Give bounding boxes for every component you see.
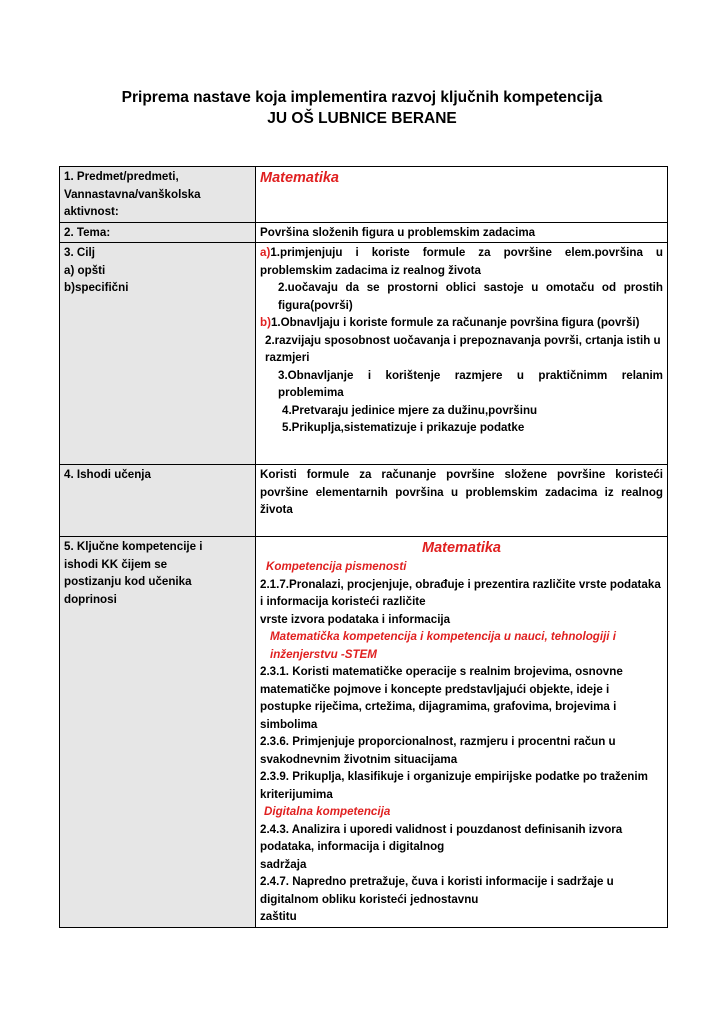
lesson-plan-table — [59, 166, 668, 928]
table-row — [60, 243, 668, 465]
document-title: Priprema nastave koja implementira razvoj ključnih kompetencija — [121, 89, 603, 106]
competences-value: Matematika Kompetencija pismenosti 2.1.7.Pronalazi, procjenjuje, obrađuje i prezentira različite vrste podataka i informacija koristeći različite vrste izvora podataka i informacija Matematička kompetencija i kompetencija u nauci, tehnologiji i inženjerstvu -STEM 2.3.1. Koristi matematičke operacije s realnim brojevima, osnovne matematičke pojmove i koncepte predstavljajući objekte, ideje i postupke riječima, crtežima, dijagramima, grafovima, brojevima i simbolima 2.3.6. Primjenjuje proporcionalnost, razmjeru i procentni račun u svakodnevnim životnim situacijama 2.3.9. Prikuplja, klasifikuje i organizuje empirijske podatke po traženim kriterijumima Digitalna kompetencija 2.4.3. Analizira i uporedi validnost i pouzdanost definisanih izvora podataka, informacija i digitalnog sadržaja 2.4.7. Napredno pretražuje, čuva i koristi informacije i sadržaje u digitalnom obliku koristeći jednostavnu zaštitu — [256, 537, 668, 928]
section-title: Digitalna kompetencija — [264, 805, 391, 818]
row-label: 4. Ishodi učenja — [60, 465, 256, 537]
table-row — [60, 537, 668, 928]
row-label: 1. Predmet/predmeti, Vannastavna/vanškolska aktivnost: — [60, 167, 256, 223]
table-row — [60, 465, 668, 537]
row-label: 5. Ključne kompetencije i ishodi KK čijem se postizanju kod učenika doprinosi — [60, 537, 256, 928]
competences-heading: Matematika — [422, 540, 501, 556]
school-name: JU OŠ LUBNICE BERANE — [267, 110, 457, 127]
topic-value: Površina složenih figura u problemskim zadacima — [256, 222, 668, 243]
row-label: 3. Cilj a) opšti b)specifični — [60, 243, 256, 465]
goals-value: a)1.primjenjuju i koriste formule za površine elem.površina u problemskim zadacima iz realnog života 2.uočavaju da se prostorni oblici sastoje u omotaču od prostih figura(površi) b)1.Obnavljaju i koriste formule za računanje površina figura (površi) 2.razvijaju sposobnost uočavanja i prepoznavanja površi, crtanja istih u razmjeri 3.Obnavljanje i korištenje razmjere u praktičnimm relanim problemima 4.Pretvaraju jedinice mjere za dužinu,površinu 5.Prikuplja,sistematizuje i prikazuje podatke — [256, 243, 668, 465]
subject-value: Matematika — [256, 167, 668, 223]
row-label: 2. Tema: — [60, 222, 256, 243]
table-row — [60, 222, 668, 243]
section-title: Kompetencija pismenosti — [266, 560, 407, 573]
table-row — [60, 167, 668, 223]
outcomes-value: Koristi formule za računanje površine složene površine koristeći površine elementarnih površina u problemskim zadacima iz realnog života — [256, 465, 668, 537]
section-title: Matematička kompetencija i kompetencija u nauci, tehnologiji i inženjerstvu -STEM — [270, 630, 616, 661]
